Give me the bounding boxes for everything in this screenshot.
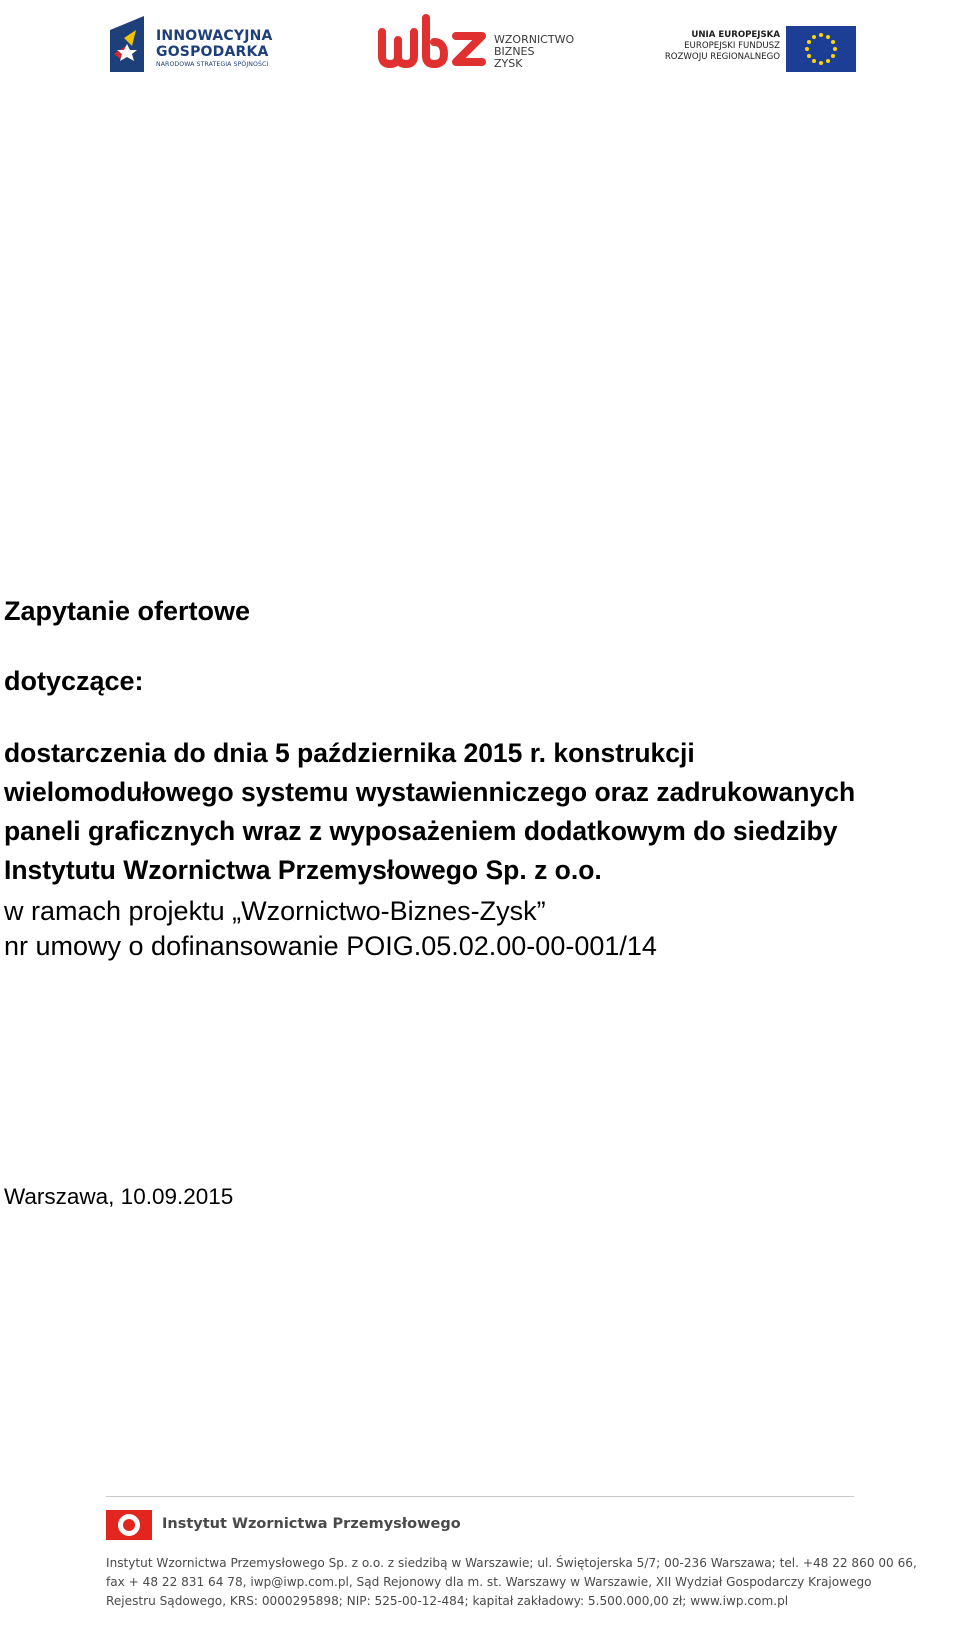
subject-line: dostarczenia do dnia 5 października 2015 r. konstrukcji	[4, 738, 695, 768]
ue-logo-line1: UNIA EUROPEJSKA	[691, 30, 780, 40]
ig-logo-line1: INNOWACYJNA	[156, 28, 273, 44]
subject-line: Instytutu Wzornictwa Przemysłowego Sp. z o.o.	[4, 855, 602, 885]
project-line: nr umowy o dofinansowanie POIG.05.02.00-00-001/14	[4, 931, 657, 961]
place-and-date: Warszawa, 10.09.2015	[4, 1184, 234, 1209]
ue-logo-line3: ROZWOJU REGIONALNEGO	[664, 52, 780, 62]
ig-logo-subline: NARODOWA STRATEGIA SPÓJNOŚCI	[156, 61, 269, 68]
subject-line: paneli graficznych wraz z wyposażeniem dodatkowym do siedziby	[4, 816, 838, 846]
wbz-mark-icon	[378, 12, 488, 70]
iwp-footer-logo	[106, 1510, 506, 1540]
innowacyjna-gospodarka-logo	[110, 14, 300, 76]
footer-line: fax + 48 22 831 64 78, iwp@iwp.com.pl, Sąd Rejonowy dla m. st. Warszawy w Warszawie, XII Wydział Gospodarczy Krajowego	[106, 1575, 872, 1589]
document-title: Zapytanie ofertowe	[4, 596, 251, 626]
wzornictwo-biznes-zysk-logo	[378, 10, 578, 72]
iwp-logo-icon	[106, 1510, 152, 1540]
innowacyjna-gospodarka-star-icon	[110, 16, 144, 72]
document-concerning-label: dotyczące:	[4, 666, 144, 696]
wbz-logo-line3: ZYSK	[494, 57, 523, 70]
iwp-institute-name: Instytut Wzornictwa Przemysłowego	[162, 1516, 461, 1532]
unia-europejska-logo	[656, 26, 856, 74]
project-line: w ramach projektu „Wzornictwo-Biznes-Zysk”	[4, 896, 546, 926]
subject-line: wielomodułowego systemu wystawienniczego oraz zadrukowanych	[4, 777, 856, 807]
footer-company-info	[106, 1554, 917, 1611]
ue-logo-line2: EUROPEJSKI FUNDUSZ	[684, 41, 780, 51]
project-reference	[4, 894, 956, 964]
footer-line: Instytut Wzornictwa Przemysłowego Sp. z o.o. z siedzibą w Warszawie; ul. Świętojerska 5/7; 00-236 Warszawa; tel. +48 22 860 00 66,	[106, 1556, 917, 1570]
wbz-logo-line2: BIZNES	[494, 45, 535, 58]
ig-logo-line2: GOSPODARKA	[156, 44, 269, 60]
wbz-logo-line1: WZORNICTWO	[494, 33, 575, 46]
eu-flag-icon	[786, 26, 856, 72]
document-subject	[4, 734, 956, 890]
footer-line: Rejestru Sądowego, KRS: 0000295898; NIP: 525-00-12-484; kapitał zakładowy: 5.500.000,00 zł; www.iwp.com.pl	[106, 1594, 789, 1608]
footer-divider	[106, 1496, 854, 1497]
page-header	[0, 0, 960, 90]
